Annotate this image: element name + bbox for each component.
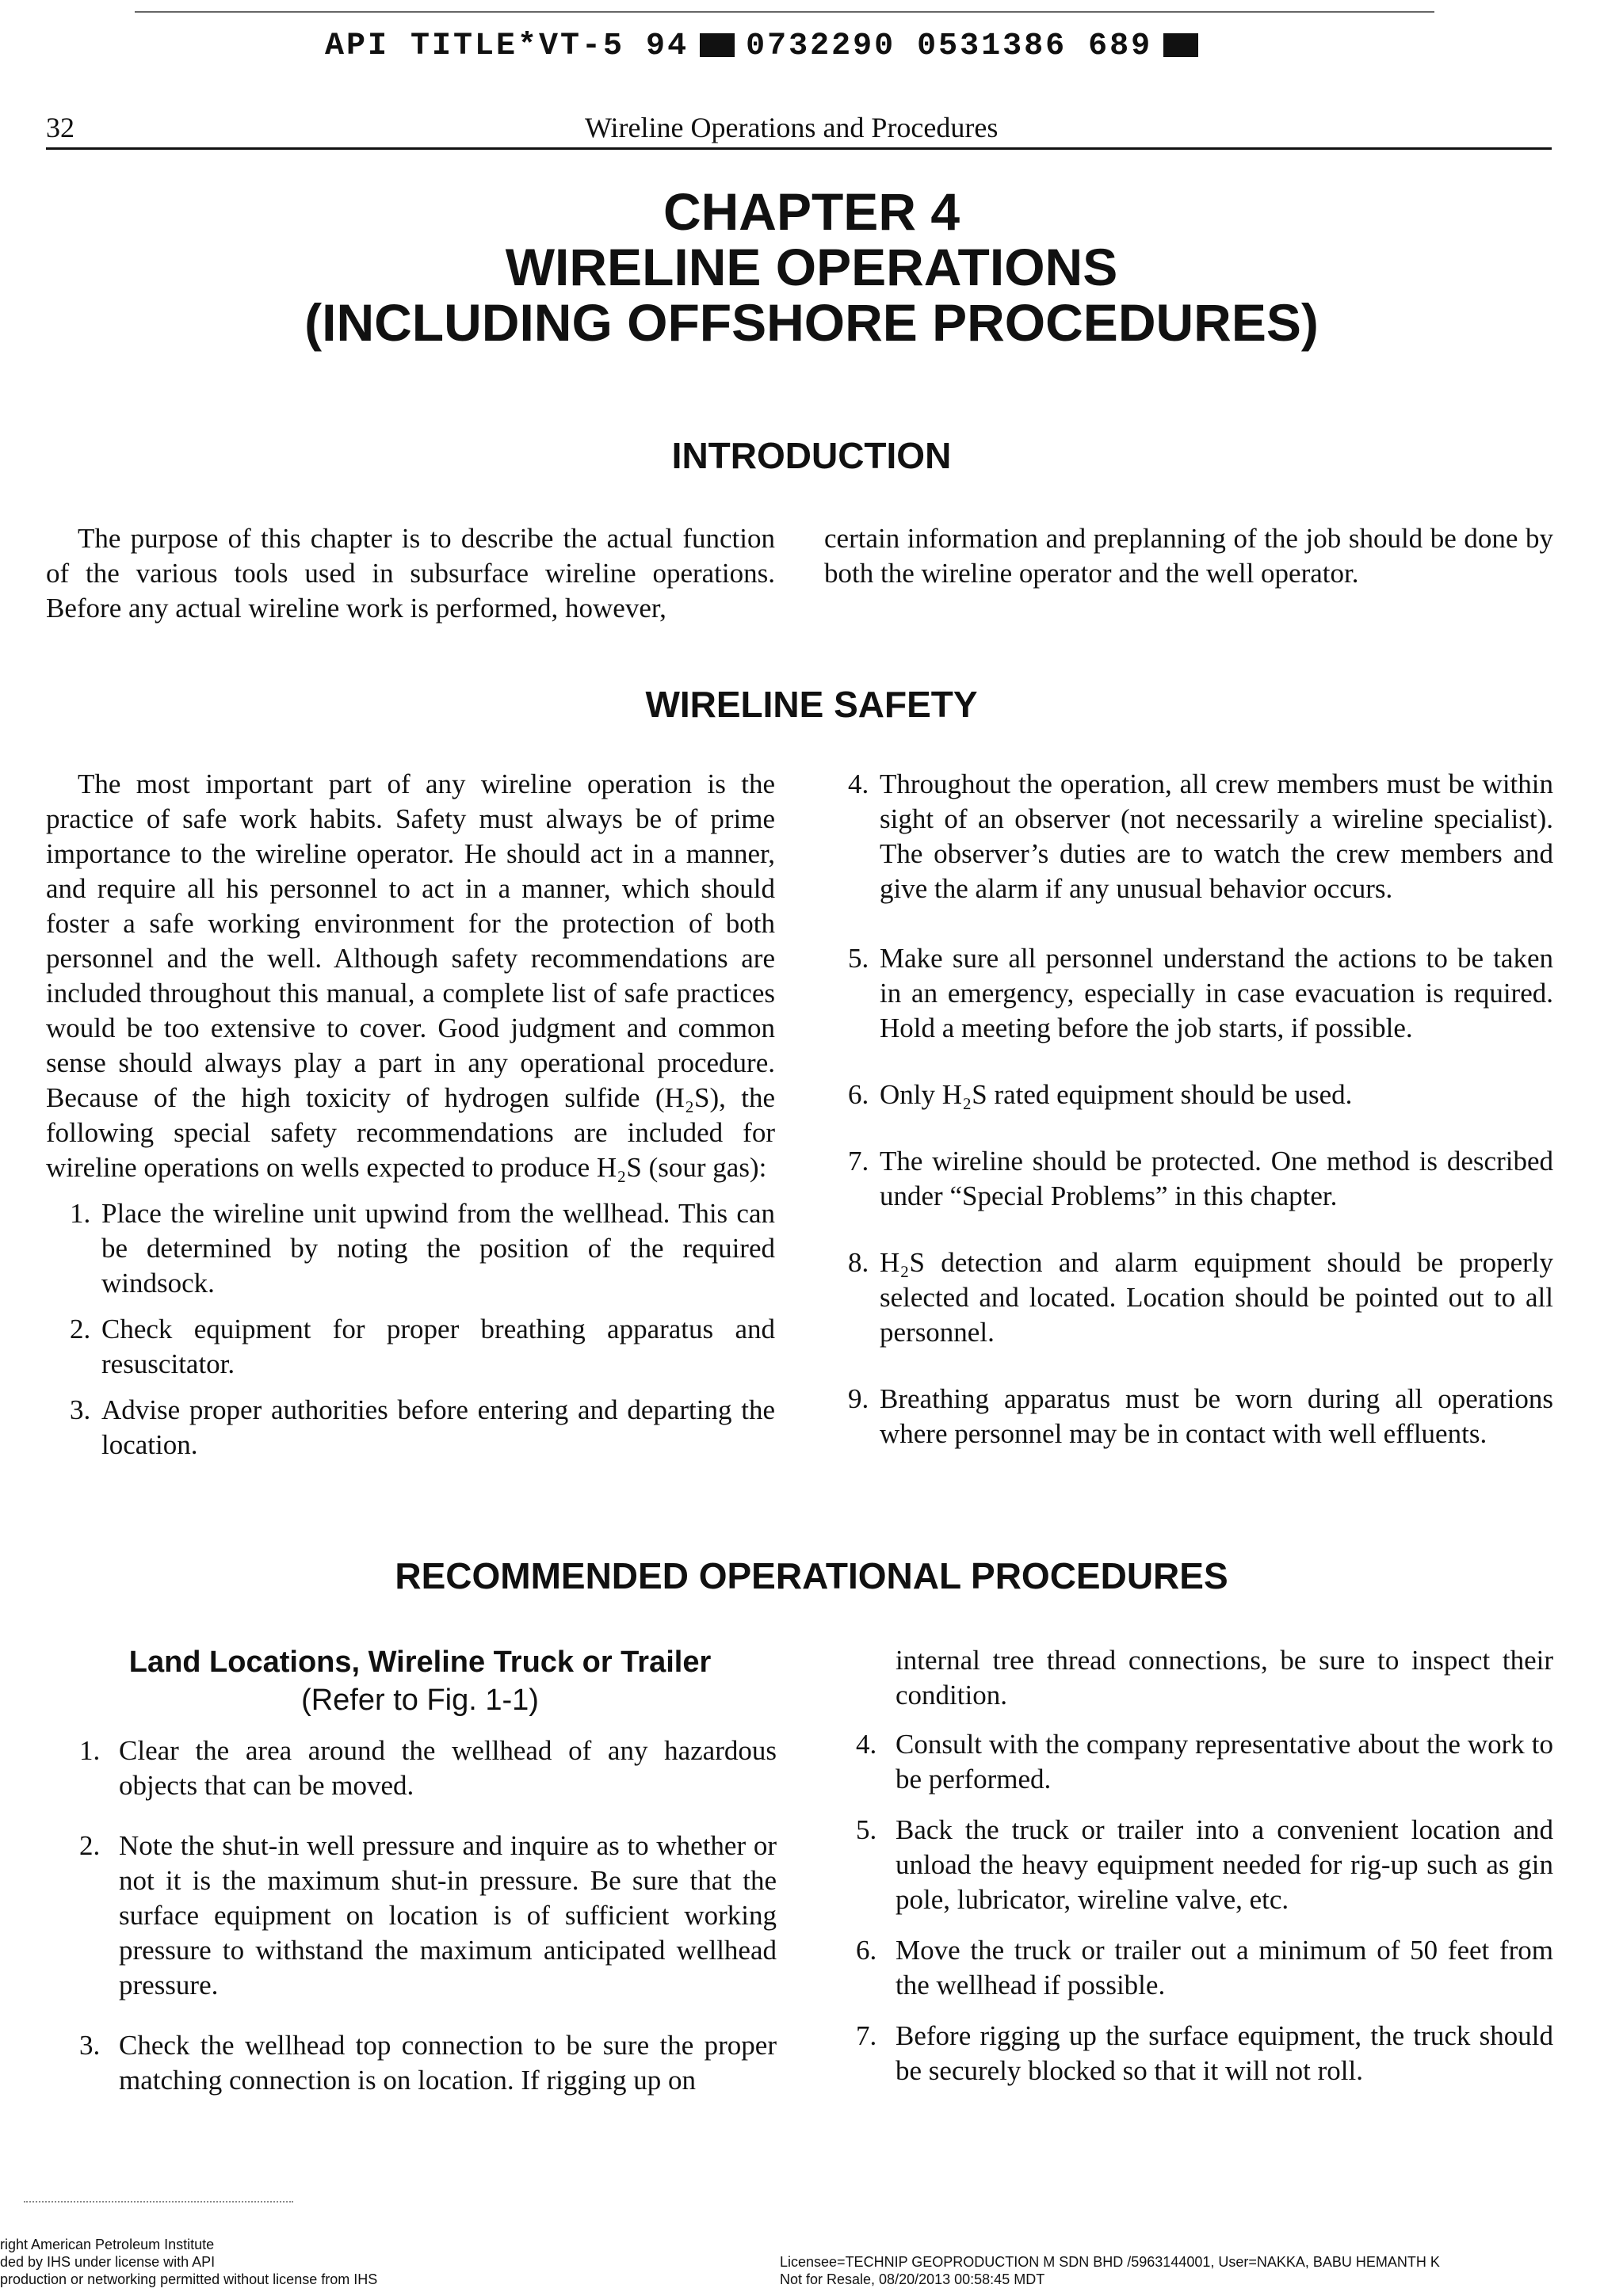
list-item-text: The wireline should be protected. One method is described under “Special Problems” in this chapter. bbox=[880, 1146, 1553, 1211]
footer-left-line-1: right American Petroleum Institute bbox=[0, 2237, 215, 2252]
list-item-text: Consult with the company representative about the work to be performed. bbox=[896, 1729, 1553, 1794]
safety-heading: WIRELINE SAFETY bbox=[645, 684, 978, 725]
continuation-paragraph bbox=[856, 1643, 1553, 1713]
list-item-text: Place the wireline unit upwind from the wellhead. This can be determined by noting the position of the required windsock. bbox=[101, 1198, 775, 1299]
list-item bbox=[848, 1245, 1553, 1350]
list-item-number: 5. bbox=[848, 943, 869, 974]
list-item-number: 4. bbox=[856, 1729, 877, 1760]
list-item-number: 4. bbox=[848, 769, 869, 799]
list-item-text: Before rigging up the surface equipment, the truck should be securely blocked so that it will not roll. bbox=[896, 2020, 1553, 2086]
list-item-number: 1. bbox=[70, 1198, 91, 1229]
chapter-title bbox=[0, 184, 1623, 350]
introduction-right-column bbox=[824, 521, 1553, 591]
safety-paragraph bbox=[46, 767, 775, 1185]
list-item bbox=[848, 767, 1553, 906]
procedures-left-column bbox=[63, 1643, 777, 2098]
introduction-text-right: certain information and preplanning of the job should be done by both the wireline operator and the well operator. bbox=[824, 523, 1553, 589]
list-item-text: Check the wellhead top connection to be sure the proper matching connection is on location. If rigging up on bbox=[119, 2030, 777, 2096]
list-item-number: 7. bbox=[856, 2020, 877, 2051]
list-item-text: Check equipment for proper breathing apparatus and resuscitator. bbox=[101, 1314, 775, 1379]
introduction-text-left: The purpose of this chapter is to describe the actual function of the various tools used in subsurface wireline operations. Before any actual wireline work is performed, however, bbox=[46, 523, 775, 624]
list-item-text: Move the truck or trailer out a minimum of 50 feet from the wellhead if possible. bbox=[896, 1935, 1553, 2000]
procedures-list-left bbox=[63, 1733, 777, 2098]
chapter-subtitle: (INCLUDING OFFSHORE PROCEDURES) bbox=[304, 293, 1319, 352]
introduction-heading: INTRODUCTION bbox=[671, 435, 952, 476]
footer-left-line-2: ded by IHS under license with API bbox=[0, 2254, 216, 2270]
footer-dotted-rule bbox=[24, 2201, 293, 2203]
procedures-subheading: Land Locations, Wireline Truck or Trailer bbox=[128, 1646, 712, 1679]
footer-left-line-3: production or networking permitted without license from IHS bbox=[0, 2271, 378, 2287]
api-title-text: API TITLE*VT-5 94 bbox=[325, 29, 689, 64]
list-item bbox=[70, 1393, 775, 1463]
procedures-subheading-ref: (Refer to Fig. 1-1) bbox=[301, 1684, 539, 1717]
list-item-text: H₂S detection and alarm equipment should be properly selected and located. Location should be pointed out to all personnel. bbox=[880, 1247, 1553, 1348]
running-head: Wireline Operations and Procedures bbox=[585, 112, 999, 143]
footer-left bbox=[0, 2236, 377, 2288]
safety-right-column bbox=[848, 767, 1553, 1451]
list-item-text: Clear the area around the wellhead of any hazardous objects that can be moved. bbox=[119, 1735, 777, 1801]
list-item-text: Advise proper authorities before entering and departing the location. bbox=[101, 1394, 775, 1460]
list-item bbox=[848, 1144, 1553, 1214]
list-item-number: 3. bbox=[79, 2030, 101, 2061]
page-number: 32 bbox=[46, 112, 74, 143]
list-item-number: 6. bbox=[856, 1935, 877, 1966]
safety-paragraph-text: The most important part of any wireline operation is the practice of safe work habits. Safety must always be of prime importance to the wireline operator. He should act in a manner, and require all his personnel to act in a manner, which should foster a safe working environment for the protection of both personnel and the well. Although safety recommendations are included throughout this manual, a complete list of safe practices would be too extensive to cover. Good judgment and common sense should always play a part in any operational procedure. Because of the high toxicity of hydrogen sulfide (H₂S), the following special safety recommendations are included for wireline operations on wells expected to produce H₂S (sour gas): bbox=[46, 769, 775, 1183]
list-item bbox=[856, 2019, 1553, 2088]
list-item-number: 2. bbox=[79, 1830, 101, 1861]
list-item-number: 1. bbox=[79, 1735, 101, 1766]
chapter-title-line: WIRELINE OPERATIONS bbox=[505, 238, 1118, 296]
safety-list-left bbox=[46, 1196, 775, 1463]
list-item-text: Back the truck or trailer into a convenient location and unload the heavy equipment needed for rig-up such as gin pole, lubricator, wireline valve, etc. bbox=[896, 1814, 1553, 1915]
list-item bbox=[856, 1813, 1553, 1917]
list-item bbox=[79, 1733, 777, 1803]
footer-right bbox=[780, 2253, 1440, 2288]
list-item-text: Breathing apparatus must be worn during all operations where personnel may be in contact with well effluents. bbox=[880, 1383, 1553, 1449]
api-code-text: 0732290 0531386 689 bbox=[746, 29, 1153, 64]
footer-right-line-2: Not for Resale, 08/20/2013 00:58:45 MDT bbox=[780, 2271, 1045, 2287]
list-item-number: 5. bbox=[856, 1814, 877, 1845]
list-item-text: Only H₂S rated equipment should be used. bbox=[880, 1079, 1353, 1110]
list-item-text: Note the shut-in well pressure and inquire as to whether or not it is the maximum shut-in pressure. Be sure that the surface equipment on location is of sufficient working pressure to withstand the maximum anticipated wellhead pressure. bbox=[119, 1830, 777, 2000]
chapter-number: CHAPTER 4 bbox=[663, 182, 960, 241]
list-item bbox=[848, 941, 1553, 1046]
list-item-text: Throughout the operation, all crew members must be within sight of an observer (not necessarily a wireline specialist). The observer’s duties are to watch the crew members and give the alarm if any unusual behavior occurs. bbox=[880, 769, 1553, 904]
header-rule bbox=[46, 147, 1552, 150]
list-item-number: 7. bbox=[848, 1146, 869, 1177]
list-item bbox=[70, 1196, 775, 1301]
introduction-left-column bbox=[46, 521, 775, 626]
procedures-right-column bbox=[856, 1643, 1553, 2088]
list-item bbox=[848, 1077, 1553, 1112]
list-item-number: 9. bbox=[848, 1383, 869, 1414]
safety-left-column bbox=[46, 767, 775, 1463]
list-item-number: 6. bbox=[848, 1079, 869, 1110]
footer-right-line-1: Licensee=TECHNIP GEOPRODUCTION M SDN BHD /5963144001, User=NAKKA, BABU HEMANTH K bbox=[780, 2254, 1440, 2270]
list-item bbox=[848, 1382, 1553, 1451]
list-item bbox=[70, 1312, 775, 1382]
list-item bbox=[79, 1829, 777, 2003]
safety-list-right bbox=[848, 767, 1553, 1451]
list-item-number: 2. bbox=[70, 1314, 91, 1344]
list-item bbox=[79, 2028, 777, 2098]
list-item bbox=[856, 1933, 1553, 2003]
top-scan-line bbox=[135, 11, 1434, 13]
black-block-mark bbox=[700, 33, 735, 57]
continuation-text: internal tree thread connections, be sure to inspect their condition. bbox=[896, 1645, 1553, 1711]
procedures-list-right bbox=[856, 1727, 1553, 2088]
list-item-number: 8. bbox=[848, 1247, 869, 1278]
procedures-heading: RECOMMENDED OPERATIONAL PROCEDURES bbox=[395, 1555, 1228, 1596]
list-item-number: 3. bbox=[70, 1394, 91, 1425]
black-block-mark-2 bbox=[1163, 33, 1198, 57]
list-item-text: Make sure all personnel understand the actions to be taken in an emergency, especially in case evacuation is required. Hold a meeting before the job starts, if possible. bbox=[880, 943, 1553, 1043]
list-item bbox=[856, 1727, 1553, 1797]
api-header bbox=[325, 29, 1209, 64]
